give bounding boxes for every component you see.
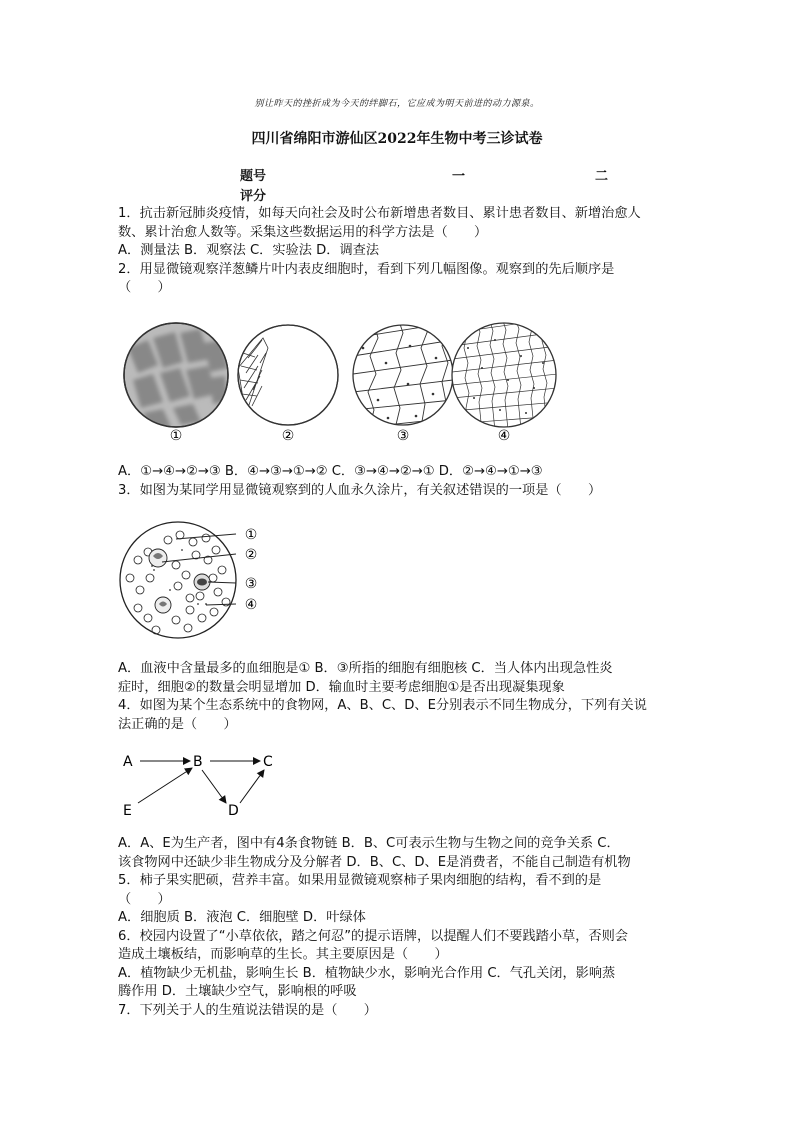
q4-stem-line: 法正确的是（ ） xyxy=(118,716,237,732)
blood-smear-image xyxy=(118,520,278,650)
onion-cells-large-image xyxy=(353,318,453,433)
arrow-e-b xyxy=(138,768,192,803)
motto: 别让昨天的挫折成为今天的绊脚石，它应成为明天前进的动力源泉。 xyxy=(254,99,540,109)
q6-options-line: 腾作用 D．土壤缺少空气，影响根的呼吸 xyxy=(118,984,357,999)
arrow-d-c xyxy=(240,770,264,803)
node-b: B xyxy=(193,754,203,770)
onion-cells-partial-image xyxy=(238,325,338,425)
q4-options-line: A．A、E为生产者，图中有4条食物链 B．B、C可表示生物与生物之间的竞争关系 C． xyxy=(118,836,620,851)
onion-cells-small-image xyxy=(452,318,558,433)
blood-label-3: ③ xyxy=(244,576,258,592)
q4-stem-line: 4．如图为某个生态系统中的食物网，A、B、C、D、E分别表示不同生物成分，下列有关说 xyxy=(118,698,647,713)
white-blood-cell-2 xyxy=(194,574,210,590)
q2-options: A．①→④→②→③ B．④→③→①→② C．③→④→②→① D．②→④→①→③ xyxy=(118,464,543,479)
score-table-col1: 一 xyxy=(452,169,466,184)
food-web-diagram xyxy=(118,748,288,828)
q6-options-line: A．植物缺少无机盐，影响生长 B．植物缺少水，影响光合作用 C．气孔关闭，影响蒸 xyxy=(118,965,616,981)
image-label-4: ④ xyxy=(497,428,511,444)
node-e: E xyxy=(123,803,132,819)
q2-stem-line: 2．用显微镜观察洋葱鳞片叶内表皮细胞时，看到下列几幅图像。观察到的先后顺序是 xyxy=(118,261,615,277)
onion-cells-blurry-image xyxy=(124,323,228,429)
node-a: A xyxy=(123,754,133,770)
q1-stem-line: 1．抗击新冠肺炎疫情，如每天向社会及时公布新增患者数目、累计患者数目、新增治愈人 xyxy=(118,206,641,221)
node-c: C xyxy=(263,754,273,770)
blood-label-2: ② xyxy=(244,547,258,563)
question-1 xyxy=(118,205,680,298)
image-label-1: ① xyxy=(169,428,183,444)
q1-options: A．测量法 B．观察法 C．实验法 D．调查法 xyxy=(118,243,380,258)
blood-label-1: ① xyxy=(244,527,258,543)
q3-options-line: A．血液中含量最多的血细胞是① B．③所指的细胞有细胞核 C．当人体内出现急性炎 xyxy=(118,661,613,676)
score-table-label-score: 评分 xyxy=(240,189,267,204)
question-3-options xyxy=(118,660,680,734)
image-label-3: ③ xyxy=(396,428,410,444)
question-2-options xyxy=(118,463,680,500)
score-table-col2: 二 xyxy=(595,169,609,184)
q1-stem-line: 数、累计治愈人数等。采集这些数据运用的科学方法是（ ） xyxy=(118,224,488,240)
score-table-label-question: 题号 xyxy=(240,169,267,184)
q4-options-line: 该食物网中还缺少非生物成分及分解者 D．B、C、D、E是消费者，不能自己制造有机物 xyxy=(118,854,631,870)
question-4-options xyxy=(118,835,680,1020)
blood-label-4: ④ xyxy=(244,597,258,613)
q6-stem-line: 6．校园内设置了“小草依依，踏之何忍”的提示语牌，以提醒人们不要践踏小草，否则会 xyxy=(118,928,628,944)
microscope-onion-images xyxy=(118,318,558,448)
image-label-2: ② xyxy=(281,428,295,444)
q6-stem-line: 造成土壤板结，而影响草的生长。其主要原因是（ ） xyxy=(118,947,448,962)
q7-stem: 7．下列关于人的生殖说法错误的是（ ） xyxy=(118,1002,377,1018)
q5-stem-line: （ ） xyxy=(118,891,171,907)
q5-options: A．细胞质 B．液泡 C．细胞壁 D．叶绿体 xyxy=(118,910,366,925)
q2-stem-line: （ ） xyxy=(118,280,171,295)
q3-stem: 3．如图为某同学用显微镜观察到的人血永久涂片，有关叙述错误的一项是（ ） xyxy=(118,482,602,498)
page-title: 四川省绵阳市游仙区2022年生物中考三诊试卷 xyxy=(251,131,543,147)
white-blood-cell-1 xyxy=(149,549,167,567)
arrow-b-d xyxy=(202,770,226,803)
q3-options-line: 症时，细胞②的数量会明显增加 D．输血时主要考虑细胞①是否出现凝集现象 xyxy=(118,679,565,695)
white-blood-cell-3 xyxy=(155,597,171,613)
q5-stem-line: 5．柿子果实肥硕，营养丰富。如果用显微镜观察柿子果肉细胞的结构，看不到的是 xyxy=(118,873,602,888)
node-d: D xyxy=(228,803,239,819)
